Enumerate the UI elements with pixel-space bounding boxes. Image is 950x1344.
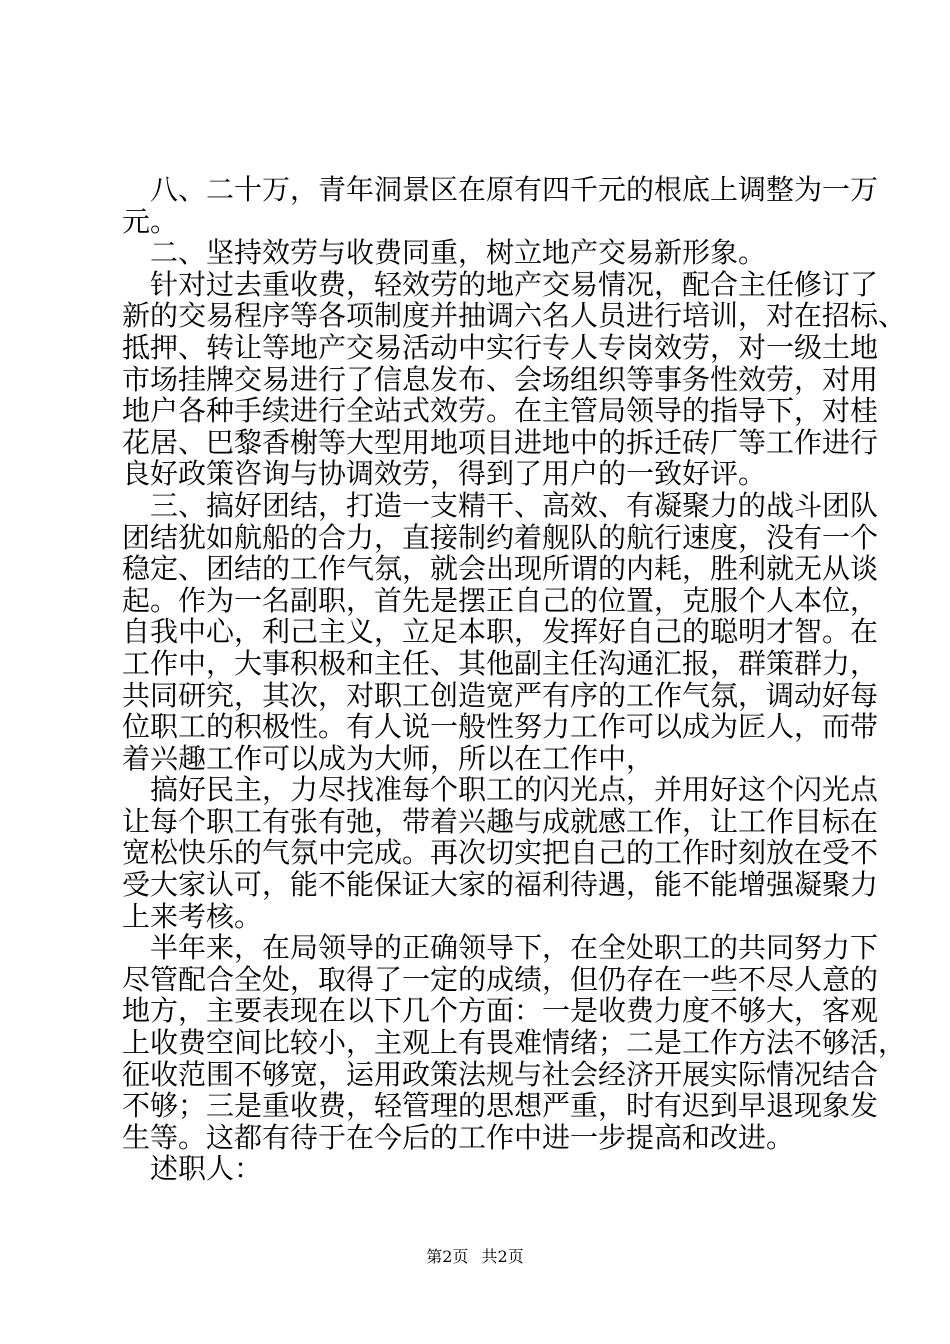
paragraph <box>122 267 907 491</box>
page-footer <box>0 1244 950 1267</box>
text-line: 征收范围不够宽，运用政策法规与社会经济开展实际情况结合 <box>122 1057 879 1091</box>
paragraph <box>122 488 879 775</box>
text-line: 宽松快乐的气氛中完成。再次切实把自己的工作时刻放在受不 <box>122 836 879 870</box>
text-line: 良好政策咨询与协调效劳，得到了用户的一致好评。 <box>122 457 767 491</box>
page-number: 第2页 <box>426 1247 469 1266</box>
text-line: 生等。这都有待于在今后的工作中进一步提高和改进。 <box>122 1120 795 1154</box>
document-body <box>122 173 907 1186</box>
text-line: 着兴趣工作可以成为大师，所以在工作中， <box>122 741 655 775</box>
paragraph <box>122 237 852 269</box>
text-line: 受大家认可，能不能保证大家的福利待遇，能不能增强凝聚力 <box>122 868 879 902</box>
text-line: 尽管配合全处，取得了一定的成绩，但仍存在一些不尽人意的 <box>122 962 879 996</box>
text-line: 花居、巴黎香榭等大型用地项目进地中的拆迁砖厂等工作进行 <box>122 425 879 459</box>
paragraph <box>122 773 879 933</box>
text-line: 稳定、团结的工作气氛，就会出现所谓的内耗，胜利就无从谈 <box>122 552 879 586</box>
text-line: 抵押、转让等地产交易活动中实行专人专岗效劳，对一级土地 <box>122 330 879 364</box>
text-line: 起。作为一名副职，首先是摆正自己的位置，克服个人本位， <box>122 583 879 617</box>
text-line: 位职工的积极性。有人说一般性努力工作可以成为匠人，而带 <box>122 710 879 744</box>
page-total: 共2页 <box>481 1247 524 1266</box>
text-line: 团结犹如航船的合力，直接制约着舰队的航行速度，没有一个 <box>122 520 879 554</box>
text-line: 不够；三是重收费，轻管理的思想严重，时有迟到早退现象发 <box>122 1089 879 1123</box>
text-line: 地户各种手续进行全站式效劳。在主管局领导的指导下，对桂 <box>122 394 879 428</box>
text-line: 三、搞好团结，打造一支精干、高效、有凝聚力的战斗团队 <box>150 488 879 522</box>
text-line: 针对过去重收费，轻效劳的地产交易情况，配合主任修订了 <box>150 267 879 301</box>
text-line: 元。 <box>122 204 179 238</box>
text-line: 二、坚持效劳与收费同重，树立地产交易新形象。 <box>150 236 767 270</box>
text-line: 搞好民主，力尽找准每个职工的闪光点，并用好这个闪光点 <box>150 773 879 807</box>
text-line: 让每个职工有张有弛，带着兴趣与成就感工作，让工作目标在 <box>122 804 879 838</box>
text-line: 上来考核。 <box>122 899 263 933</box>
text-line: 八、二十万，青年洞景区在原有四千元的根底上调整为一万 <box>150 173 879 206</box>
text-line: 工作中，大事积极和主任、其他副主任沟通汇报，群策群力， <box>122 646 879 680</box>
text-line: 述职人： <box>150 1152 263 1186</box>
paragraph <box>122 1153 852 1185</box>
paragraph <box>122 173 879 238</box>
text-line: 半年来，在局领导的正确领导下，在全处职工的共同努力下 <box>150 931 879 965</box>
text-line: 自我中心，利己主义，立足本职，发挥好自己的聪明才智。在 <box>122 615 879 649</box>
text-line: 市场挂牌交易进行了信息发布、会场组织等事务性效劳，对用 <box>122 362 879 396</box>
text-line: 上收费空间比较小，主观上有畏难情绪；二是工作方法不够活， <box>122 1026 907 1060</box>
text-line: 新的交易程序等各项制度并抽调六名人员进行培训，对在招标、 <box>122 299 907 333</box>
text-line: 地方，主要表现在以下几个方面：一是收费力度不够大，客观 <box>122 994 879 1028</box>
text-line: 共同研究，其次，对职工创造宽严有序的工作气氛，调动好每 <box>122 678 879 712</box>
paragraph <box>122 931 907 1154</box>
